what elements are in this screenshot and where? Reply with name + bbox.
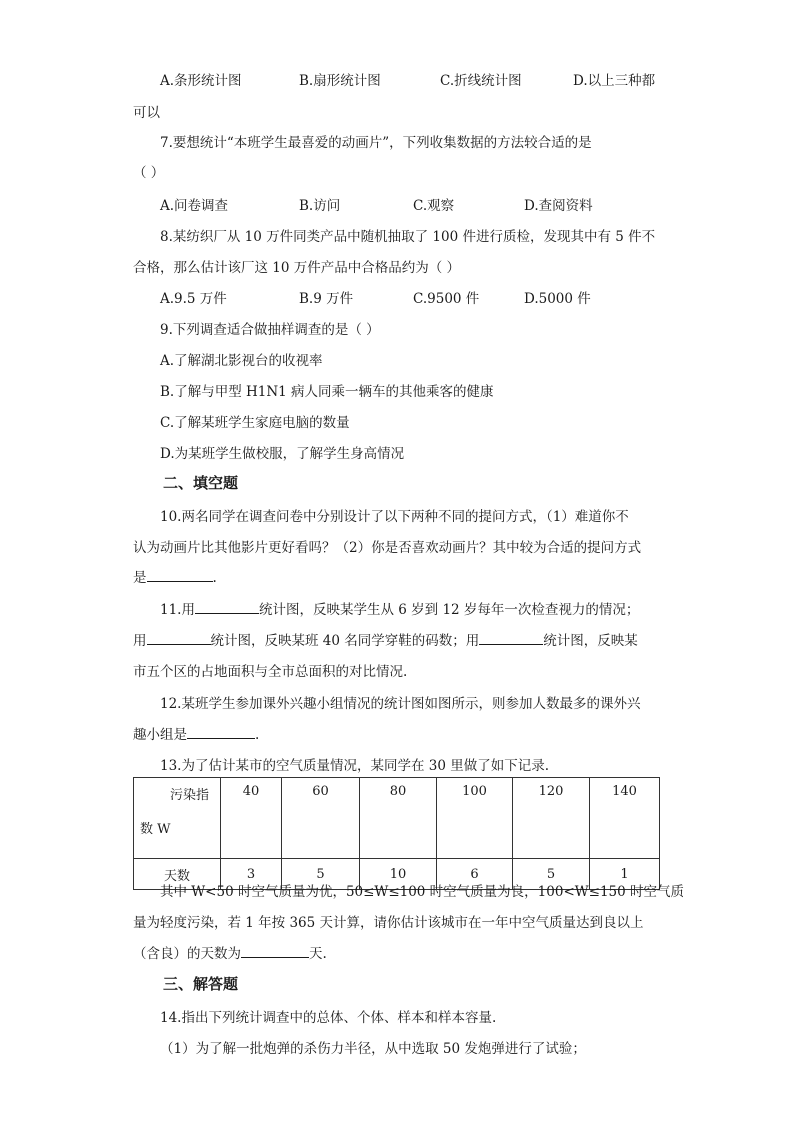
q13-line-2: 量为轻度污染，若 1 年按 365 天计算，请你估计该城市在一年中空气质量达到良以上: [133, 915, 644, 931]
q12-line-1: 12.某班学生参加课外兴趣小组情况的统计图如图所示，则参加人数最多的课外兴: [160, 696, 641, 712]
q9-option-b: B.了解与甲型 H1N1 病人同乘一辆车的其他乘客的健康: [160, 384, 494, 400]
q10-line-1: 10.两名同学在调查问卷中分别设计了以下两种不同的提问方式，（1）难道你不: [160, 509, 629, 525]
q11-line-2-a: 用: [133, 633, 147, 649]
table-cell-days: 6: [437, 859, 513, 890]
q7-option-c: C.观察: [413, 198, 455, 214]
q6-option-d-continued: 可以: [133, 105, 160, 121]
q6-option-d: D.以上三种都: [573, 73, 656, 89]
table-cell-index: 120: [513, 778, 590, 859]
q8-option-d: D.5000 件: [524, 291, 591, 307]
q6-option-a: A.条形统计图: [160, 73, 242, 89]
table-cell-days: 3: [221, 859, 282, 890]
q8-option-c: C.9500 件: [413, 291, 480, 307]
table-header-index-line-1: 污染指: [170, 788, 210, 803]
table-cell-days: 10: [360, 859, 437, 890]
q6-option-c: C.折线统计图: [440, 73, 522, 89]
table-cell-index: 140: [590, 778, 660, 859]
q10-line-2: 认为动画片比其他影片更好看吗？（2）你是否喜欢动画片？其中较为合适的提问方式: [133, 540, 642, 556]
q9-option-a: A.了解湖北影视台的收视率: [160, 353, 323, 369]
q8-line-1: 8.某纺织厂从 10 万件同类产品中随机抽取了 100 件进行质检，发现其中有 5 件不: [160, 229, 656, 245]
table-header-index: [134, 778, 221, 859]
q14-subquestion-1: （1）为了解一批炮弹的杀伤力半径，从中选取 50 发炮弹进行了试验；: [160, 1041, 586, 1057]
table-cell-index: 60: [282, 778, 360, 859]
q12-line-2-prefix: 趣小组是: [133, 727, 187, 743]
q9-option-c: C.了解某班学生家庭电脑的数量: [160, 415, 350, 431]
table-header-index-line-2: 数 W: [140, 822, 171, 837]
q8-line-2: 合格，那么估计该厂这 10 万件产品中合格品约为（ ）: [133, 260, 461, 276]
q7-option-b: B.访问: [299, 198, 341, 214]
q7-option-a: A.问卷调查: [160, 198, 229, 214]
q11-line-1: [160, 598, 639, 618]
table-row-index: [134, 778, 660, 859]
q10-answer-blank[interactable]: [147, 567, 213, 582]
q13-line-3-suffix: 天.: [309, 946, 327, 962]
q11-line-2-c: 统计图，反映某: [543, 633, 638, 649]
q11-blank-2[interactable]: [147, 630, 211, 645]
section-heading-fill-in: 二、填空题: [163, 474, 239, 492]
q14-stem: 14.指出下列统计调查中的总体、个体、样本和样本容量.: [160, 1010, 497, 1026]
q13-stem: 13.为了估计某市的空气质量情况，某同学在 30 里做了如下记录.: [160, 758, 550, 774]
q10-line-3: [133, 566, 217, 586]
q13-answer-blank[interactable]: [241, 943, 309, 958]
q11-line-2-b: 统计图，反映某班 40 名同学穿鞋的码数；用: [210, 633, 480, 649]
table-header-days: 天数: [134, 859, 221, 890]
table-cell-days: 5: [513, 859, 590, 890]
q11-blank-1[interactable]: [195, 599, 259, 614]
q7-option-d: D.查阅资料: [524, 198, 593, 214]
q12-line-2: [133, 723, 259, 743]
table-cell-days: 5: [282, 859, 360, 890]
q10-line-3-suffix: .: [212, 570, 217, 586]
q13-line-1: 其中 W<50 时空气质量为优，50≤W≤100 时空气质量为良，100<W≤150 时空气质: [160, 884, 685, 900]
q9-stem: 9.下列调查适合做抽样调查的是（ ）: [160, 322, 380, 338]
q11-line-1-suffix: 统计图，反映某学生从 6 岁到 12 岁每年一次检查视力的情况；: [258, 602, 640, 618]
q12-answer-blank[interactable]: [187, 724, 255, 739]
section-heading-solve: 三、解答题: [163, 975, 239, 993]
q7-stem: 7.要想统计“本班学生最喜爱的动画片”，下列收集数据的方法较合适的是: [160, 135, 592, 151]
q11-blank-3[interactable]: [479, 630, 543, 645]
q11-line-1-prefix: 11.用: [160, 602, 195, 618]
q12-line-2-suffix: .: [255, 727, 260, 743]
q6-option-b: B.扇形统计图: [299, 73, 381, 89]
air-quality-table: [133, 777, 660, 890]
table-cell-index: 40: [221, 778, 282, 859]
q10-line-3-prefix: 是: [133, 570, 147, 586]
table-cell-index: 80: [360, 778, 437, 859]
q11-line-3: 市五个区的占地面积与全市总面积的对比情况.: [133, 664, 408, 680]
q13-line-3-prefix: （含良）的天数为: [133, 946, 241, 962]
q8-option-b: B.9 万件: [299, 291, 354, 307]
table-cell-days: 1: [590, 859, 660, 890]
q7-answer-paren: （ ）: [133, 165, 165, 181]
table-cell-index: 100: [437, 778, 513, 859]
q13-line-3: [133, 942, 327, 962]
q8-option-a: A.9.5 万件: [160, 291, 227, 307]
q9-option-d: D.为某班学生做校服，了解学生身高情况: [160, 446, 405, 462]
q11-line-2: [133, 629, 638, 649]
